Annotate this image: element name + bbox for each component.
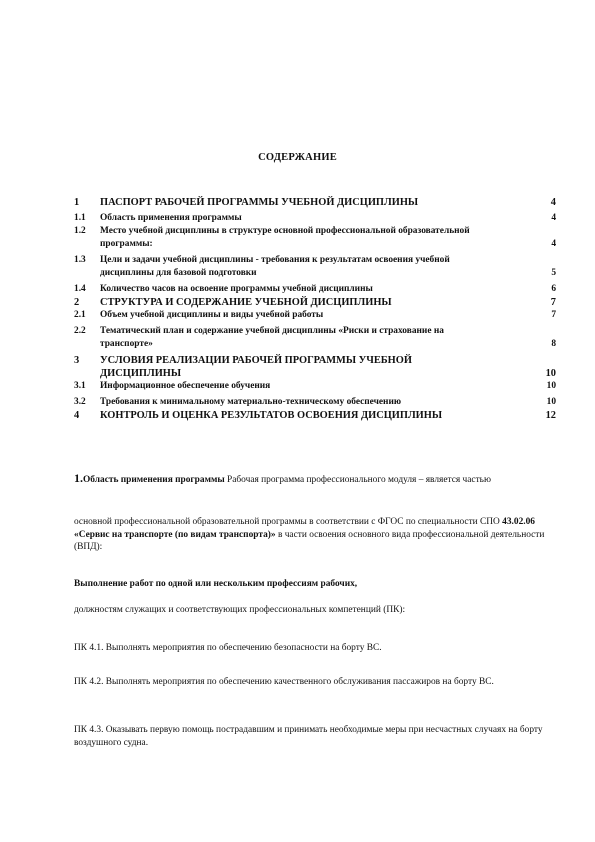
specialty-code: 43.02.06	[502, 517, 535, 527]
toc-text: Объем учебной дисциплины и виды учебной работы	[100, 310, 324, 320]
toc-item-1-4[interactable]	[74, 283, 556, 296]
scope-paragraph	[74, 516, 556, 554]
toc-number: 2.2	[74, 326, 86, 336]
toc-number: 1.4	[74, 284, 86, 294]
pk-4-2: ПК 4.2. Выполнять мероприятия по обеспечению качественного обслуживания пассажиров на борту ВС.	[74, 677, 494, 687]
toc-number: 1.2	[74, 226, 86, 236]
toc-item-4[interactable]	[74, 409, 556, 422]
toc-page: 10	[546, 381, 556, 391]
toc-number: 4	[74, 410, 80, 421]
toc-page: 4	[550, 197, 556, 208]
toc-text: Требования к минимальному материально-техническому обеспечению	[100, 397, 402, 407]
toc-item-2[interactable]	[74, 296, 556, 309]
pk-4-1: ПК 4.1. Выполнять мероприятия по обеспечению безопасности на борту ВС.	[74, 643, 382, 653]
work-heading: Выполнение работ по одной или нескольким профессиям рабочих,	[74, 579, 358, 589]
section-heading: Область применения программы	[83, 475, 225, 485]
toc-page: 5	[551, 268, 556, 278]
toc-text: СТРУКТУРА И СОДЕРЖАНИЕ УЧЕБНОЙ ДИСЦИПЛИНЫ	[100, 297, 392, 308]
toc-text: Цели и задачи учебной дисциплины - требования к результатам освоения учебной дисциплины для базовой подготовки	[100, 255, 450, 278]
toc-page: 7	[550, 297, 556, 308]
toc-page: 10	[545, 368, 556, 379]
toc-text: Количество часов на освоение программы учебной дисциплины	[100, 284, 373, 294]
toc-text: КОНТРОЛЬ И ОЦЕНКА РЕЗУЛЬТАТОВ ОСВОЕНИЯ ДИСЦИПЛИНЫ	[100, 410, 443, 421]
toc-text: ПАСПОРТ РАБОЧЕЙ ПРОГРАММЫ УЧЕБНОЙ ДИСЦИПЛИНЫ	[100, 197, 419, 208]
toc-item-2-2[interactable]	[74, 325, 556, 351]
page-title: СОДЕРЖАНИЕ	[258, 152, 337, 163]
toc-number: 1.1	[74, 213, 86, 223]
toc-text: Тематический план и содержание учебной дисциплины «Риски и страхование на транспорте»	[100, 326, 444, 349]
toc-item-3-2[interactable]	[74, 396, 556, 409]
toc-number: 2.1	[74, 310, 86, 320]
toc-page: 10	[546, 397, 556, 407]
toc-item-1[interactable]	[74, 196, 556, 209]
toc-page: 4	[551, 213, 556, 223]
toc-text: УСЛОВИЯ РЕАЛИЗАЦИИ РАБОЧЕЙ ПРОГРАММЫ УЧЕБНОЙ ДИСЦИПЛИНЫ	[100, 355, 412, 379]
toc-number: 1	[74, 197, 80, 208]
intro-text: Рабочая программа профессионального модуля – является частью	[224, 475, 491, 485]
toc-page: 6	[551, 284, 556, 294]
toc-item-1-2[interactable]	[74, 225, 556, 251]
toc-text: Место учебной дисциплины в структуре основной профессиональной образовательной программы:	[100, 226, 470, 249]
section-number: 1.	[74, 471, 83, 485]
toc-item-1-1[interactable]	[74, 212, 556, 225]
toc-number: 3.2	[74, 397, 86, 407]
toc-item-3[interactable]	[74, 354, 556, 380]
toc-text: Информационное обеспечение обучения	[100, 381, 271, 391]
toc-item-1-3[interactable]	[74, 254, 556, 280]
toc-text: Область применения программы	[100, 213, 242, 223]
competencies-intro: должностям служащих и соответствующих профессиональных компетенций (ПК):	[74, 605, 406, 615]
toc-number: 2	[74, 297, 80, 308]
toc-page: 8	[551, 339, 556, 349]
toc-number: 3.1	[74, 381, 86, 391]
intro-paragraph	[74, 472, 556, 487]
toc-page: 7	[551, 310, 556, 320]
toc-item-3-1[interactable]	[74, 380, 556, 393]
toc-item-2-1[interactable]	[74, 309, 556, 322]
toc-page: 4	[551, 239, 556, 249]
specialty-name: «Сервис на транспорте (по видам транспорта)»	[74, 529, 276, 540]
scope-text-end: в части освоения основного вида профессиональной деятельности (ВПД):	[74, 529, 545, 552]
table-of-contents	[74, 196, 556, 422]
pk-4-3: ПК 4.3. Оказывать первую помощь пострадавшим и принимать необходимые меры при несчастных случаях на борту воздушного судна.	[74, 725, 543, 748]
scope-text: основной профессиональной образовательной программы в соответствии с ФГОС по специальности СПО	[74, 517, 503, 527]
toc-number: 3	[74, 355, 80, 366]
toc-page: 12	[545, 410, 556, 421]
toc-number: 1.3	[74, 255, 86, 265]
